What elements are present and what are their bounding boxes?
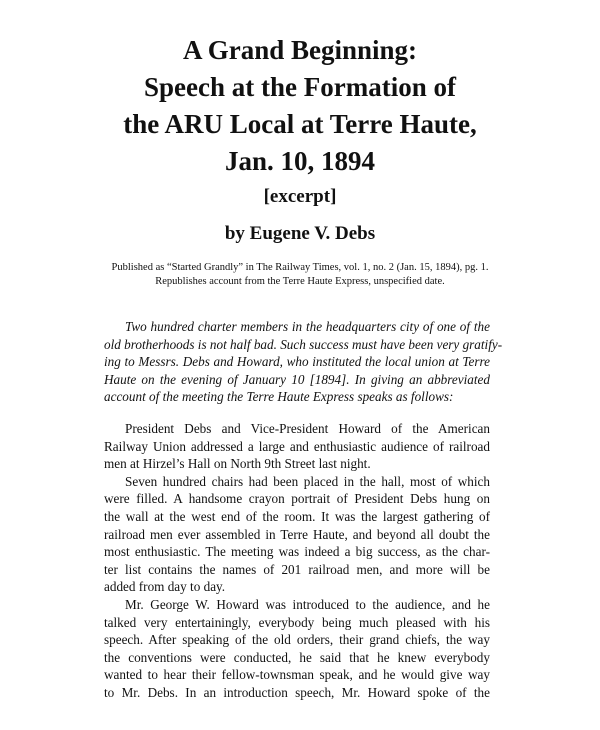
body-line: Mr. George W. Howard was introduced to the audience, and he — [125, 596, 490, 612]
author-byline: by Eugene V. Debs — [224, 223, 376, 244]
intro-line: account of the meeting the Terre Haute Express speaks as follows: — [104, 389, 454, 405]
title-line-2: Speech at the Formation of — [144, 72, 456, 102]
intro-paragraph — [104, 318, 503, 406]
body-line: the wall at the west end of the room. It was the largest gathering of — [104, 508, 490, 524]
publication-note-line-2: Republishes account from the Terre Haute Express, unspecified date. — [155, 276, 445, 287]
body-line: were filled. A handsome crayon portrait of President Debs hung on — [104, 491, 490, 507]
body-line: the conventions were conducted, he said that he knew everybody — [104, 649, 490, 665]
intro-line: old brotherhoods is not half bad. Such success must have been very gratify- — [104, 336, 503, 352]
body-line: to Mr. Debs. In an introduction speech, Mr. Howard spoke of the — [104, 684, 490, 700]
title-line-4: Jan. 10, 1894 — [224, 146, 376, 176]
body-line: Railway Union addressed a large and enthusiastic audience of railroad — [104, 438, 490, 454]
title-line-1: A Grand Beginning: — [182, 35, 418, 65]
title-block — [0, 32, 600, 247]
body-line: talked very entertainingly, everybody being much pleased with his — [104, 614, 490, 630]
excerpt-label: [excerpt] — [263, 186, 337, 207]
body-text — [104, 420, 490, 702]
body-line: railroad men ever assembled in Terre Haute, and beyond all doubt the — [104, 526, 490, 542]
publication-note-line-1: Published as “Started Grandly” in The Railway Times, vol. 1, no. 2 (Jan. 15, 1894), pg. 1. — [111, 262, 489, 273]
publication-note — [0, 261, 600, 289]
body-line: Seven hundred chairs had been placed in the hall, most of which — [125, 473, 490, 489]
body-line: most enthusiastic. The meeting was indeed a big success, as the char- — [104, 544, 490, 560]
body-paragraph — [104, 596, 490, 702]
intro-line: Two hundred charter members in the headquarters city of one of the — [125, 319, 490, 334]
body-line: wanted to hear their fellow-townsman speak, and he would give way — [104, 667, 490, 683]
body-line: speech. After speaking of the old orders, their grand chiefs, the way — [104, 632, 490, 648]
title-line-3: the ARU Local at Terre Haute, — [123, 109, 477, 139]
body-paragraph — [104, 473, 490, 596]
body-line: President Debs and Vice-President Howard of the American — [125, 421, 490, 436]
body-line: added from day to day. — [104, 579, 226, 595]
body-line: men at Hirzel’s Hall on North 9th Street last night. — [104, 456, 371, 472]
intro-line: Haute on the evening of January 10 [1894]. In giving an abbreviated — [104, 371, 490, 387]
body-line: ter list contains the names of 201 railroad men, and more will be — [104, 561, 490, 577]
body-paragraph — [104, 420, 490, 473]
intro-line: ing to Messrs. Debs and Howard, who instituted the local union at Terre — [104, 354, 490, 370]
